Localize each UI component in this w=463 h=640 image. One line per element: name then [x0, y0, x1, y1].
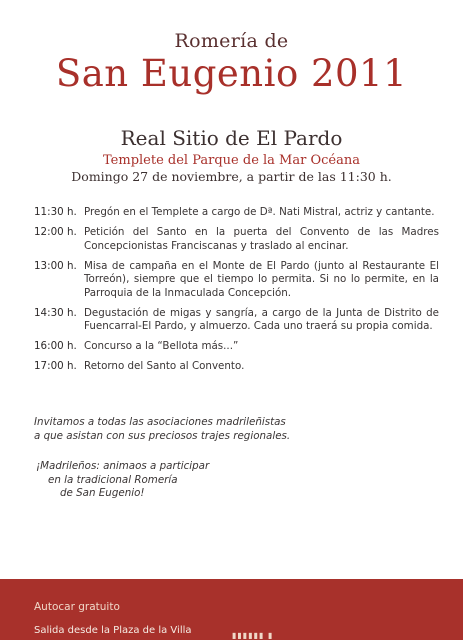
schedule-row [34, 340, 439, 354]
schedule-text: Pregón en el Templete a cargo de Dª. Nati Mistral, actriz y cantante. [84, 206, 435, 218]
invite-line: Invitamos a todas las asociaciones madrileñistas [34, 416, 286, 428]
schedule-time: 16:00 h. [34, 340, 77, 352]
main-title: San Eugenio 2011 [55, 52, 408, 95]
venue-line: Templete del Parque de la Mar Océana [103, 153, 360, 168]
invite-line: a que asistan con sus preciosos trajes regionales. [34, 429, 291, 442]
slogan-line: de San Eugenio! [60, 487, 145, 499]
slogan-line: ¡Madrileños: animaos a participar [36, 460, 210, 472]
bus-label: Autocar gratuito [34, 601, 120, 613]
schedule-text: Retorno del Santo al Convento. [84, 360, 245, 372]
schedule-row [34, 206, 439, 220]
schedule-row [34, 260, 439, 301]
schedule-text: Petición del Santo en la puerta del Convento de las Madres Concepcionistas Franciscanas y traslado al encinar. [84, 226, 439, 252]
schedule-time: 13:00 h. [34, 259, 77, 272]
invite-paragraph [34, 416, 334, 443]
pre-title: Romería de [174, 30, 289, 52]
slogan [36, 460, 209, 501]
header [0, 30, 463, 94]
slogan-line: en la tradicional Romería [48, 473, 178, 486]
schedule-row [34, 226, 439, 253]
schedule-text: Degustación de migas y sangría, a cargo de la Junta de Distrito de Fuencarral-El Pardo, y almuerzo. Cada uno traerá su propia comida. [84, 306, 439, 332]
schedule-time: 14:30 h. [34, 306, 77, 319]
schedule-time: 12:00 h. [34, 226, 77, 238]
schedule-row [34, 360, 439, 374]
subheader [0, 126, 463, 184]
decoration-icon: ▮▮▮▮▮▮ ▮ [232, 631, 274, 640]
schedule-row [34, 307, 439, 334]
footer-band [0, 579, 463, 640]
schedule-list [34, 206, 439, 380]
departure-line: Salida desde la Plaza de la Villa [34, 625, 192, 636]
place-title: Real Sitio de El Pardo [120, 126, 343, 150]
date-line: Domingo 27 de noviembre, a partir de las 11:30 h. [71, 169, 392, 184]
schedule-time: 11:30 h. [34, 206, 77, 218]
schedule-time: 17:00 h. [34, 360, 77, 372]
schedule-text: Concurso a la “Bellota más...” [84, 340, 239, 352]
schedule-text: Misa de campaña en el Monte de El Pardo (junto al Restaurante El Torreón), siempre que el tiempo lo permita. Si no lo permite, en la Parroquia de la Inmaculada Concepción. [84, 259, 439, 299]
